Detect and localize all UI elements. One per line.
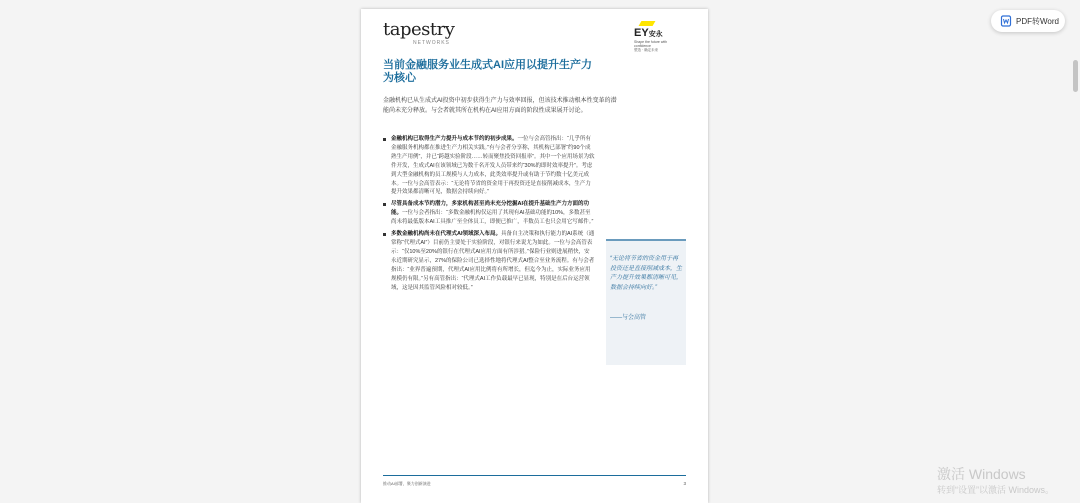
bullet-text: 具备自主决策和执行能力的AI系统（通常称“代理式AI”）目前仍主要处于实验阶段，对银行来说尤为如此。一位与会高管表示：“仅10%至20%的银行在代理式AI应用方面有所涉猎。”保险行业则进展稍快，安永近期研究显示，27%的保险公司已选择性地将代理式AI整合至业务流程。有与会者指出：“业界普遍预期，代理式AI应用比例将有所增长，但迄今为止，实际业务应用规模仍有限。”另有高管指出：“代理式AI工作负载最早已显现，特别是在后台运营领域，这是因其监管风险相对较低。”: [391, 231, 595, 291]
bullet-item: [383, 135, 595, 197]
pull-quote-box: [606, 239, 686, 365]
pdf-to-word-button[interactable]: [991, 10, 1065, 32]
watermark-line1: 激活 Windows: [937, 466, 1026, 482]
windows-activation-watermark: [937, 466, 1054, 496]
logo-name: tapestry: [383, 19, 455, 40]
pdf-to-word-icon: [1000, 15, 1012, 27]
watermark-line2: 转到“设置”以激活 Windows。: [937, 485, 1055, 495]
bullet-list: [383, 135, 595, 295]
pull-quote-text: “无论将节省的资金用于再投资还是直接削减成本，生产力提升效果都清晰可见，数据会持续向好。”: [610, 256, 683, 291]
bullet-lead: 尽管具备成本节约潜力，多家机构甚至尚未充分挖掘AI在提升基础生产力方面的功能。: [391, 201, 590, 217]
tapestry-logo: [383, 21, 454, 46]
scrollbar-thumb[interactable]: [1073, 60, 1078, 92]
ey-tagline: Shape the future with confidence 塑造 · 确定未来: [634, 40, 668, 52]
bullet-item: [383, 230, 595, 292]
pdf-to-word-label: PDF转Word: [1016, 16, 1059, 26]
pdf-page: [361, 9, 708, 503]
page-footer: [383, 475, 686, 486]
ey-logo-bar: [639, 21, 656, 26]
page-title: 当前金融服务业生成式AI应用以提升生产力为核心: [383, 59, 592, 84]
intro-paragraph: 金融机构已从生成式AI投资中初步获得生产力与效率回报，但该技术推动根本性变革的潜能尚未充分释放。与会者就其所在机构在AI应用方面的阶段性成果展开讨论。: [383, 98, 617, 114]
footer-text: 推动AI部署，聚力创新演进: [383, 481, 431, 486]
page-number: 3: [683, 481, 686, 486]
ey-mark: EY安永: [634, 27, 663, 39]
ey-logo: [634, 21, 674, 51]
bullet-lead: 金融机构已取得生产力提升与成本节约的初步成果。: [391, 136, 518, 142]
bullet-text: 一位与会者指出：“多数金融机构仅运用了其现有AI基础功能的10%，多数甚至尚未将最低版本AI工具推广至全体员工，即便已推广，半数员工也只会用它写邮件。”: [391, 210, 594, 226]
pull-quote-attribution: ——与会高管: [610, 315, 647, 321]
bullet-text: 一位与会高管指出：“几乎所有金融服务机构都在推进生产力相关实践。”有与会者分享称，其机构已部署“约90个成熟生产用例”，并已“跨越实验阶段……转而聚焦投资回报率”。其中一个应用场景为软件开发，生成式AI在该领域已为数千名开发人员带来约“30%的即时效率提升”。考虑到大型金融机构的员工规模与人力成本，此类效率提升或有助于节约数十亿美元成本。一位与会高管表示：“无论将节省的资金用于再投资还是直接削减成本，生产力提升效果都清晰可见，数据会持续向好。”: [391, 136, 595, 196]
bullet-lead: 多数金融机构尚未在代理式AI领域深入布局。: [391, 231, 502, 238]
bullet-item: [383, 200, 595, 227]
logo-sub: NETWORKS: [413, 40, 450, 46]
